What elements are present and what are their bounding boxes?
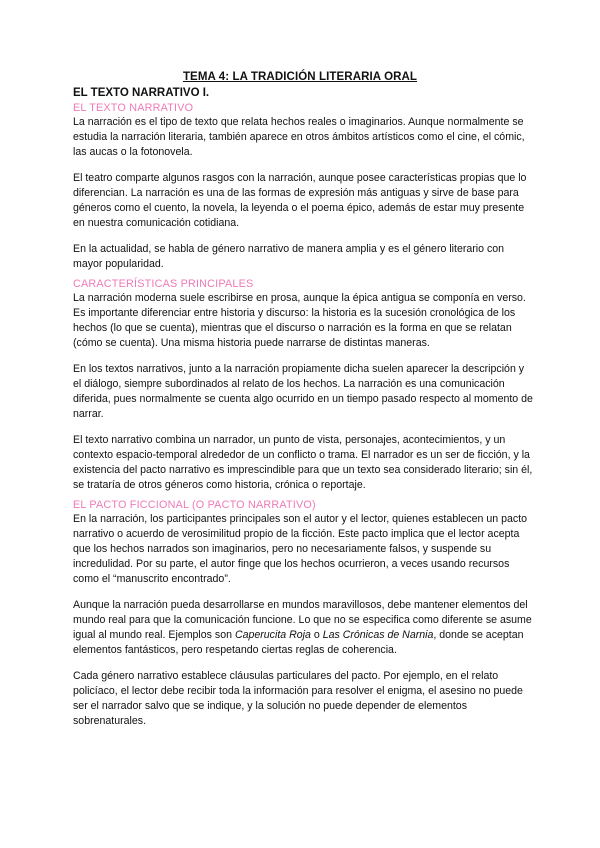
text-run: o [310,629,323,641]
section-title-pacto-ficcional: EL PACTO FICCIONAL (O PACTO NARRATIVO) [73,499,316,511]
paragraph: El teatro comparte algunos rasgos con la narración, aunque posee características propias que lo diferencian. La narración es una de las formas de expresión más antiguas y sirve de base para géneros como el cuento, la novela, la leyenda o el poema épico, además de estar muy presente en nuestra comunicación cotidiana. [73,172,527,229]
paragraph: Cada género narrativo establece cláusulas particulares del pacto. Por ejemplo, en el relato policíaco, el lector debe recibir toda la información para resolver el enigma, el asesino no puede ser el narrador salvo que se indique, y la solución no puede depender de elementos sobrenaturales. [73,670,523,727]
text-run: Aunque la narración pueda desarrollarse en mundos maravillosos, debe mantener elementos del mundo real para que la comunicación funcione. Lo que no se especifica como diferente se asume igual al mundo real. Ejemplos son [73,599,532,641]
paragraph: El texto narrativo combina un narrador, un punto de vista, personajes, acontecimientos, y un contexto espacio-temporal alrededor de un conflicto o trama. El narrador es un ser de ficción, y la existencia del pacto narrativo es imprescindible para que un texto sea considerado literario; sin él, se trataría de otros géneros como historia, crónica o reportaje. [73,434,533,491]
paragraph: La narración moderna suele escribirse en prosa, aunque la épica antigua se componía en verso. Es importante diferenciar entre historia y discurso: la historia es la sucesión cronológica de los hechos (lo que se cuenta), mientras que el discurso o narración es la forma en que se relatan (cómo se cuenta). Una misma historia puede narrarse de distintas maneras. [73,292,526,349]
book-title: Las Crónicas de Narnia [322,629,434,641]
section-title-caracteristicas: CARACTERÍSTICAS PRINCIPALES [73,278,254,290]
book-title: Caperucita Roja [234,629,311,641]
paragraph: La narración es el tipo de texto que relata hechos reales o imaginarios. Aunque normalmente se estudia la narración literaria, también aparece en otros ámbitos artísticos como el cine, el cómic, las aucas o la fotonovela. [73,116,525,158]
main-heading: EL TEXTO NARRATIVO I. [73,87,210,99]
paragraph: En los textos narrativos, junto a la narración propiamente dicha suelen aparecer la descripción y el diálogo, siempre subordinados al relato de los hechos. La narración es una comunicación diferida, pues normalmente se cuenta algo ocurrido en un tiempo pasado respecto al momento de narrar. [73,363,533,420]
document-title: TEMA 4: LA TRADICIÓN LITERARIA ORAL [182,71,418,83]
paragraph: En la actualidad, se habla de género narrativo de manera amplia y es el género literario con mayor popularidad. [73,243,505,270]
text-run: , donde se aceptan elementos fantásticos, pero respetando ciertas reglas de coherencia. [73,629,524,656]
section-title-texto-narrativo: EL TEXTO NARRATIVO [73,102,194,114]
paragraph: En la narración, los participantes principales son el autor y el lector, quienes establecen un pacto narrativo o acuerdo de verosimilitud propio de la ficción. Este pacto implica que el lector acepta que los hechos narrados son imaginarios, pero no necesariamente falsos, y suspende su incredulidad. Por su parte, el autor finge que los hechos ocurrieron, a veces usando recursos como el “manuscrito encontrado”. [73,513,528,585]
paragraph [73,598,533,658]
document-body [73,86,533,729]
